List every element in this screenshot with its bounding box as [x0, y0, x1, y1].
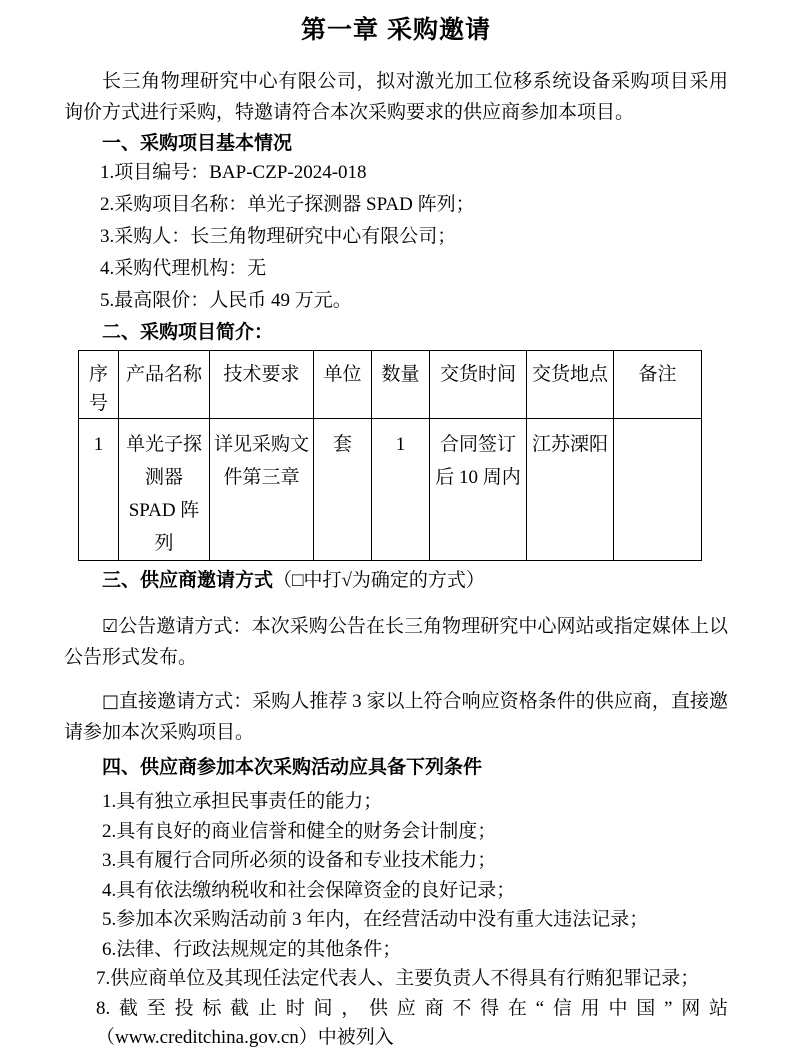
cell-unit: 套 [314, 419, 372, 561]
list-item: 1.项目编号：BAP-CZP-2024-018 [100, 162, 367, 183]
section3-heading [64, 568, 728, 594]
chapter-title: 第一章 采购邀请 [301, 16, 491, 44]
cell-tech: 详见采购文 件第三章 [210, 419, 314, 561]
col-header-qty: 数量 [372, 351, 430, 419]
table-header-row [79, 351, 702, 419]
col-header-product: 产品名称 [119, 351, 210, 419]
procurement-items-table [78, 350, 702, 561]
cell-delivery-time: 合同签订后 10 周内 [430, 419, 527, 561]
list-item: 4.采购代理机构：无 [100, 258, 267, 279]
list-item: 5.参加本次采购活动前 3 年内，在经营活动中没有重大违法记录； [102, 909, 649, 930]
col-header-seq: 序号 [79, 351, 119, 419]
cell-product: 单光子探 测器 SPAD 阵列 [119, 419, 210, 561]
section4-items [64, 787, 728, 1053]
invitation-option-direct [64, 686, 728, 748]
section3-heading-bold: 三、供应商邀请方式 [102, 570, 274, 591]
col-header-tech: 技术要求 [210, 351, 314, 419]
section1-heading: 一、采购项目基本情况 [102, 133, 293, 154]
section4-heading: 四、供应商参加本次采购活动应具备下列条件 [102, 757, 483, 778]
invitation-option-announcement [64, 611, 728, 673]
cell-seq: 1 [79, 419, 119, 561]
section2-heading: 二、采购项目简介： [102, 322, 274, 343]
option-text: 直接邀请方式：采购人推荐 3 家以上符合响应资格条件的供应商，直接邀请参加本次采购项目。 [64, 691, 728, 743]
list-item: 2.采购项目名称：单光子探测器 SPAD 阵列； [100, 194, 475, 215]
unchecked-checkbox-icon: □ [102, 691, 120, 712]
checked-checkbox-icon: ☑ [102, 616, 119, 637]
list-item: 5.最高限价：人民币 49 万元。 [100, 290, 352, 311]
col-header-delivery-time: 交货时间 [430, 351, 527, 419]
section1-items [64, 157, 728, 317]
list-item: 1.具有独立承担民事责任的能力； [102, 791, 383, 812]
list-item: 7.供应商单位及其现任法定代表人、主要负责人不得具有行贿犯罪记录； [96, 968, 700, 989]
table-row [79, 419, 702, 561]
list-item: 3.采购人：长三角物理研究中心有限公司； [100, 226, 457, 247]
list-item: 2.具有良好的商业信誉和健全的财务会计制度； [102, 820, 497, 842]
col-header-delivery-place: 交货地点 [527, 351, 614, 419]
list-item: 3.具有履行合同所必须的设备和专业技术能力； [102, 850, 497, 871]
col-header-remark: 备注 [614, 351, 702, 419]
cell-qty: 1 [372, 419, 430, 561]
cell-remark [614, 419, 702, 561]
section3-heading-note: （□中打√为确定的方式） [273, 570, 485, 591]
list-item: 4.具有依法缴纳税收和社会保障资金的良好记录； [102, 879, 516, 901]
cell-delivery-place: 江苏溧阳 [527, 419, 614, 561]
list-item: 8.截至投标截止时间，供应商不得在“信用中国”网站（www.creditchina.gov.cn）中被列入 [96, 997, 728, 1048]
list-item: 6.法律、行政法规规定的其他条件； [102, 938, 402, 960]
intro-paragraph: 长三角物理研究中心有限公司，拟对激光加工位移系统设备采购项目采用询价方式进行采购，特邀请符合本次采购要求的供应商参加本项目。 [64, 71, 728, 123]
col-header-unit: 单位 [314, 351, 372, 419]
option-text: 公告邀请方式：本次采购公告在长三角物理研究中心网站或指定媒体上以公告形式发布。 [64, 616, 728, 668]
